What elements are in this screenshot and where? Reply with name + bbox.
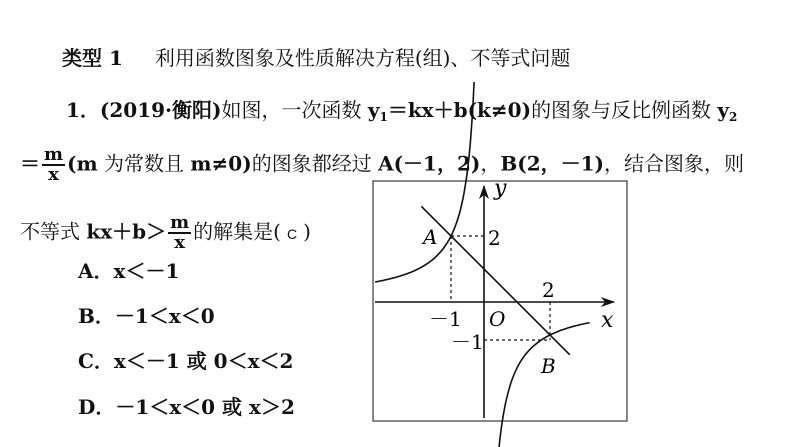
problem-text-2f: ， (480, 151, 501, 176)
option-b-text: －1＜x＜0 (114, 304, 215, 328)
problem-text-3a: 不等式 (20, 219, 87, 244)
option-b-letter: B． (78, 304, 115, 328)
linear-function-expr: ＝kx＋b(k≠0) (387, 98, 532, 122)
problem-text-1a: 如图，一次函数 (221, 98, 368, 122)
point-a-label: A (423, 225, 438, 249)
point-b-coords: B(2，－1) (500, 151, 605, 176)
tick-x-pos-label: 2 (542, 278, 555, 302)
problem-text-1c: 的图象与反比例函数 (531, 98, 718, 122)
origin-label: O (489, 307, 506, 331)
fraction-m-over-x: $\frac{m}{x}$ (44, 144, 64, 185)
problem-text-2b: 为常数且 (97, 151, 191, 176)
tick-y-pos-label: 2 (488, 226, 501, 250)
problem-text-3c: 的解集是( (193, 219, 281, 244)
option-a-letter: A． (78, 259, 114, 283)
point-b-label: B (541, 354, 556, 378)
option-d-text: －1＜x＜0 或 x＞2 (115, 395, 295, 419)
x-axis-label: x (601, 308, 614, 333)
answer-letter: C (286, 225, 298, 242)
option-c-text: x＜－1 或 0＜x＜2 (113, 349, 294, 373)
inequality-expr: kx＋b＞ (86, 219, 167, 244)
point-a-coords: A(－1，2) (378, 151, 481, 176)
tick-y-neg-label: －1 (451, 330, 484, 354)
fraction-m-over-x-2: $\frac{m}{x}$ (170, 212, 190, 253)
problem-source: (2019·衡阳) (99, 98, 222, 122)
section-label: 类型 1 (62, 46, 123, 70)
var-y1: $y_1$ (367, 98, 388, 124)
option-c-letter: C． (78, 349, 114, 373)
hyperbola-branch-right (494, 323, 590, 447)
y-axis-label: y (494, 176, 507, 201)
option-a-text: x＜－1 (113, 259, 180, 283)
tick-x-neg-label: －1 (429, 307, 462, 331)
problem-text-2a: (m (67, 151, 98, 176)
problem-text-2d: 的图象都经过 (251, 151, 379, 176)
equals-sign: ＝ (20, 151, 40, 176)
graph-frame (373, 181, 627, 421)
hyperbola-branch-left (375, 82, 474, 282)
problem-text-2h: ，结合图象，则 (604, 151, 745, 176)
problem-number: 1． (66, 98, 100, 122)
problem-text-2c: m≠0) (190, 151, 252, 176)
option-d-letter: D． (78, 395, 116, 419)
var-y2: $y_2$ (717, 98, 738, 124)
problem-text-3d: ) (303, 219, 311, 244)
section-title: 利用函数图象及性质解决方程(组)、不等式问题 (154, 46, 571, 70)
